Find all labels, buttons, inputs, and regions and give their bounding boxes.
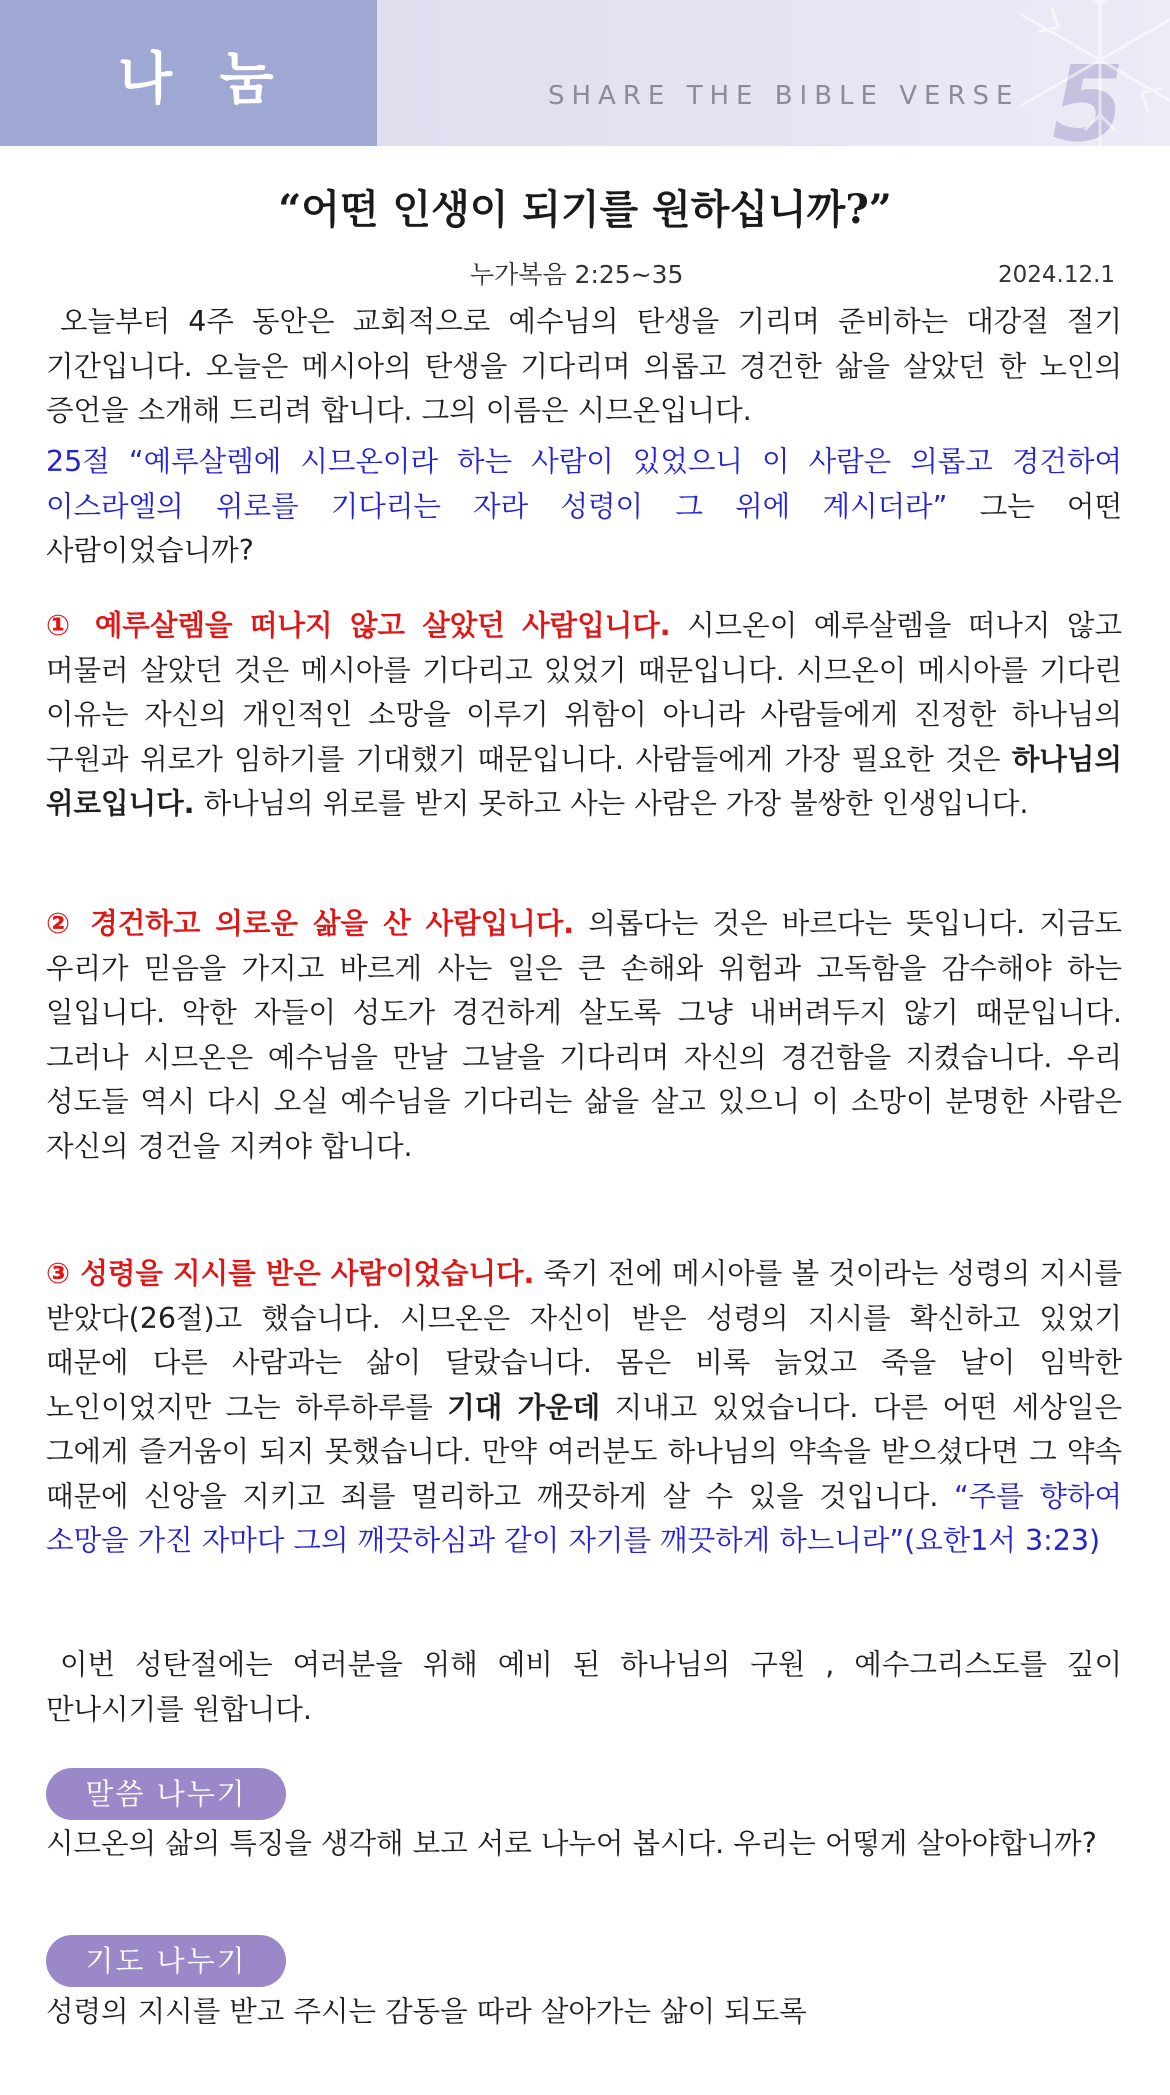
point-3-text-b: 지내고 있었습니다. 다른 어떤 세상일은 그에게 즐거움이 되지 못했습니다. 만약 여러분도 하나님의 약속을 받으셨다면 그 약속 때문에 신앙을 지키고 죄를 멀리하고 깨끗하게 살 수 있을 것입니다. [46,1390,1122,1513]
share-word-text: 시므온의 삶의 특징을 생각해 보고 서로 나누어 봅시다. 우리는 어떻게 살아야합니까? [46,1827,1097,1860]
scripture-reference: 누가복음 2:25~35 [470,260,684,289]
point-2-text: 의롭다는 것은 바르다는 뜻입니다. 지금도 우리가 믿음을 가지고 바르게 사는 일은 큰 손해와 위험과 고독함을 감수해야 하는 일입니다. 악한 자들이 성도가 경건하게 살도록 그냥 내버려두지 않기 때문입니다. 그러나 시므온은 예수님을 만날 그날을 기다리며 자신의 경건함을 지켰습니다. 우리 성도들 역시 다시 오실 예수님을 기다리는 삶을 살고 있으니 이 소망이 분명한 사람은 자신의 경건을 지켜야 합니다. [46,907,1122,1163]
intro-paragraph [46,300,1122,434]
share-prayer-text: 성령의 지시를 받고 주시는 감동을 따라 살아가는 삶이 되도록 [46,1995,807,2028]
closing-text: 이번 성탄절에는 여러분을 위해 예비 된 하나님의 구원 , 예수그리스도를 깊이 만나시기를 원합니다. [46,1648,1122,1726]
snowflake-icon [1000,0,1170,146]
sermon-date: 2024.12.1 [998,262,1116,288]
intro-verse: 25절 “예루살렘에 시므온이라 하는 사람이 있었으니 이 사람은 의롭고 경건하여 이스라엘의 위로를 기다리는 자라 성령이 그 위에 계시더라” [46,445,1122,523]
point-3-heading: ③ 성령을 지시를 받은 사람이었습니다. [46,1257,535,1290]
point-3-text-a: 죽기 전에 메시아를 볼 것이라는 성령의 지시를 받았다(26절)고 했습니다. 시므온은 자신이 받은 성령의 지시를 확신하고 있었기 때문에 다른 사람과는 삶이 달랐습니다. 몸은 비록 늙었고 죽을 날이 임박한 노인이었지만 그는 하루하루를 [46,1257,1122,1424]
point-1-text-a: 시므온이 예루살렘을 떠나지 않고 머물러 살았던 것은 메시아를 기다리고 있었기 때문입니다. 시므온이 메시아를 기다린 이유는 자신의 개인적인 소망을 이루기 위함이 아니라 사람들에게 진정한 하나님의 구원과 위로가 임하기를 기대했기 때문입니다. 사람들에게 가장 필요한 것은 [46,609,1122,776]
intro-verse-paragraph [46,440,1122,574]
point-3-paragraph [46,1252,1122,1564]
point-2-paragraph [46,902,1122,1169]
header-banner [0,0,1170,146]
point-1-paragraph [46,604,1122,827]
point-3-emphasis: 기대 가운데 [447,1390,601,1424]
point-1-emphasis: 하나님의 위로입니다. [46,742,1122,820]
intro-question: 그는 어떤 사람이었습니까? [46,489,1122,567]
point-2-heading: ② 경건하고 의로운 삶을 산 사람입니다. [46,907,575,940]
point-1-text-b: 하나님의 위로를 받지 못하고 사는 사람은 가장 불쌍한 인생입니다. [194,787,1029,820]
point-3-verse: “주를 향하여 소망을 가진 자마다 그의 깨끗하심과 같이 자기를 깨끗하게 하느니라”(요한1서 3:23) [46,1479,1122,1557]
closing-paragraph [46,1643,1122,1732]
header-number: 5 [1052,43,1125,146]
point-1-heading: ① 예루살렘을 떠나지 않고 살았던 사람입니다. [46,609,671,642]
share-prayer-label: 기도 나누기 [46,1935,286,1987]
header-title: 나 눔 [118,47,288,112]
sermon-title: “어떤 인생이 되기를 원하십니까?” [278,186,892,233]
header-subtitle: SHARE THE BIBLE VERSE [548,81,1020,111]
intro-text: 오늘부터 4주 동안은 교회적으로 예수님의 탄생을 기리며 준비하는 대강절 절기 기간입니다. 오늘은 메시아의 탄생을 기다리며 의롭고 경건한 삶을 살았던 한 노인의 증언을 소개해 드리려 합니다. 그의 이름은 시므온입니다. [46,305,1122,427]
share-word-label: 말씀 나누기 [46,1768,286,1820]
